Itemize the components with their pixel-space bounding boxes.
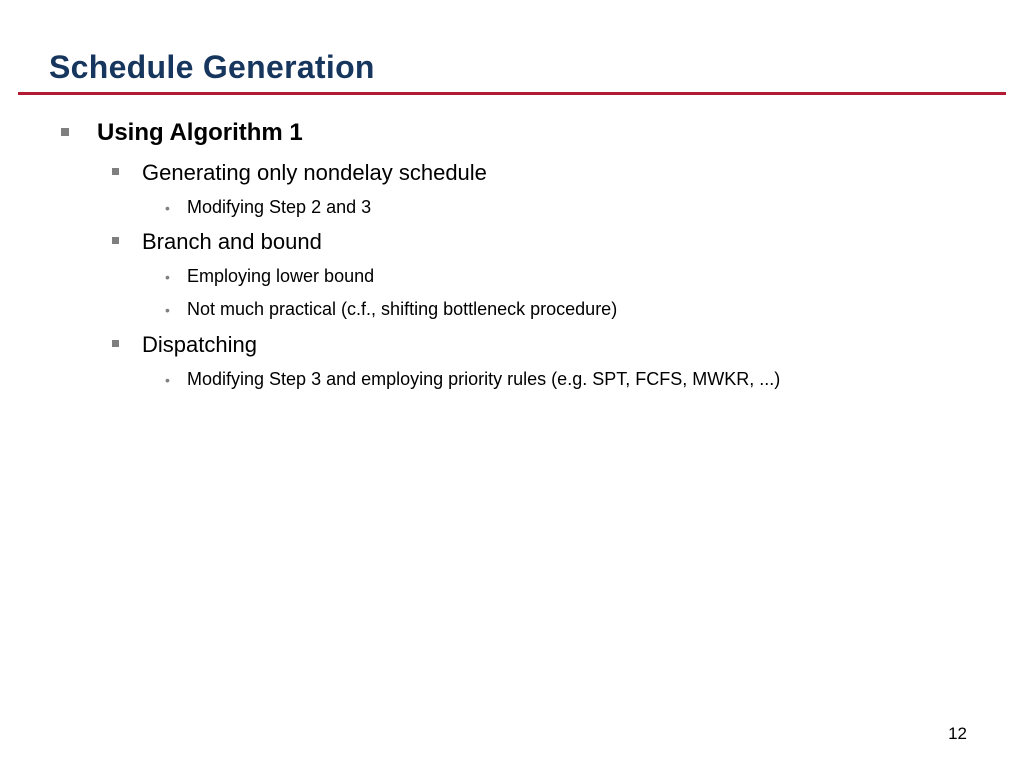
- dot-bullet-icon: •: [165, 269, 170, 285]
- dot-bullet-icon: •: [165, 372, 170, 388]
- bullet-text: Modifying Step 3 and employing priority rules (e.g. SPT, FCFS, MWKR, ...): [187, 369, 781, 389]
- bullet-text: Generating only nondelay schedule: [142, 160, 487, 185]
- square-bullet-icon: [112, 237, 119, 244]
- title-divider: [18, 92, 1006, 95]
- dot-bullet-icon: •: [165, 200, 170, 216]
- dot-bullet-icon: •: [165, 302, 170, 318]
- bullet-text: Using Algorithm 1: [97, 119, 303, 146]
- square-bullet-icon: [61, 128, 69, 136]
- page-number: 12: [948, 724, 967, 743]
- bullet-text: Modifying Step 2 and 3: [187, 197, 372, 217]
- bullet-text: Dispatching: [142, 332, 257, 357]
- bullet-text: Not much practical (c.f., shifting bottleneck procedure): [187, 299, 618, 319]
- bullet-text: Branch and bound: [142, 229, 322, 254]
- square-bullet-icon: [112, 168, 119, 175]
- bullet-text: Employing lower bound: [187, 266, 375, 286]
- slide-title: Schedule Generation: [49, 49, 375, 85]
- square-bullet-icon: [112, 340, 119, 347]
